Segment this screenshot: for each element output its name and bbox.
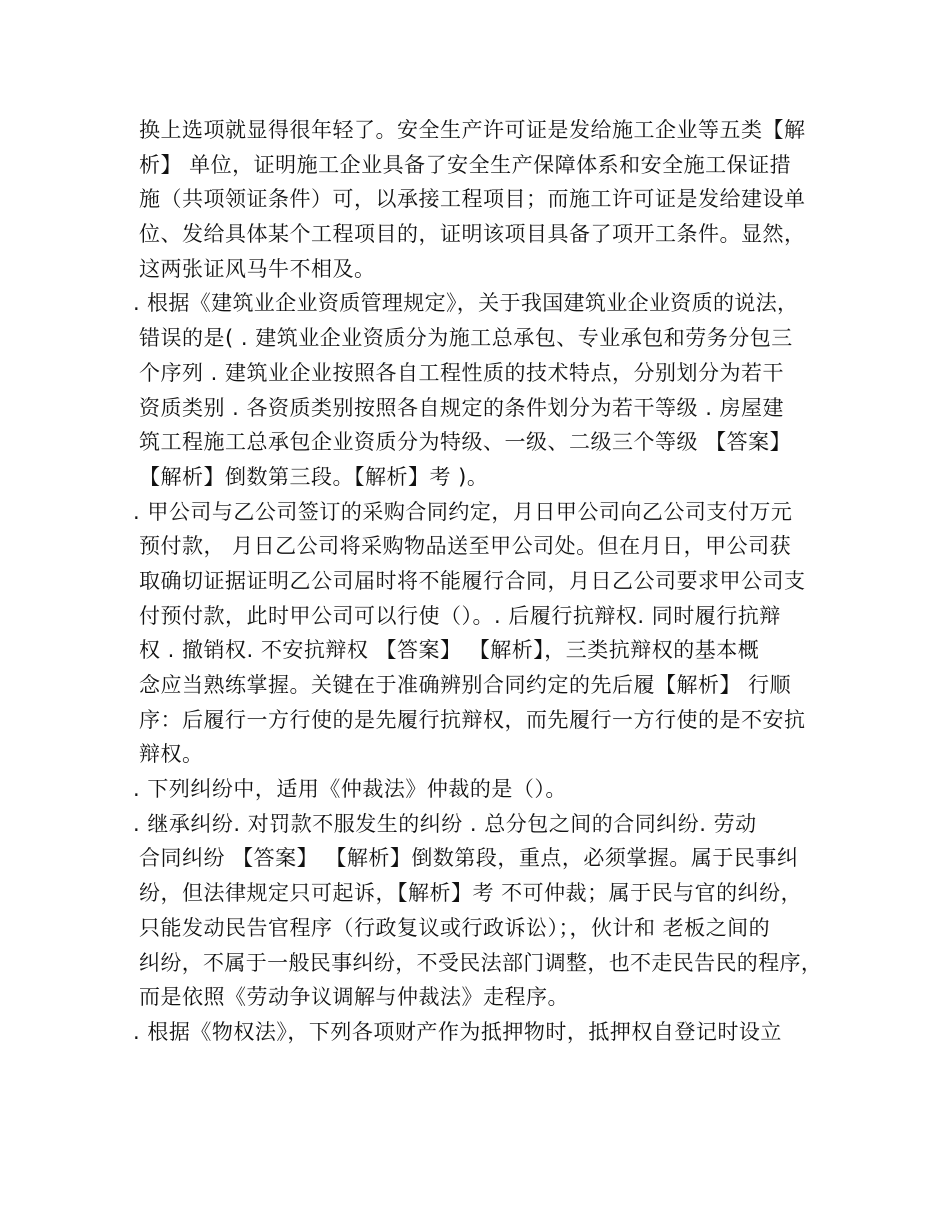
question-line: . 甲公司与乙公司签订的采购合同约定，月日甲公司向乙公司支付万元 — [133, 499, 793, 524]
text-line: 这两张证风马牛不相及。 — [139, 256, 376, 281]
question-line: . 根据《建筑业企业资质管理规定》，关于我国建筑业企业资质的说法， — [133, 291, 799, 316]
text-line: 换上选项就显得很年轻了。安全生产许可证是发给施工企业等五类【解 — [139, 118, 806, 142]
text-line: 合同纠纷 【答案】 【解析】倒数第段，重点，必须掌握。属于民事纠 — [139, 846, 799, 871]
text-line: 筑工程施工总承包企业资质分为特级、一级、二级三个等级 【答案】 — [139, 430, 792, 455]
text-line: 个序列 . 建筑业企业按照各自工程性质的技术特点，分别划分为若干 — [139, 360, 785, 385]
text-line: 纠纷，不属于一般民事纠纷，不受民法部门调整，也不走民告民的程序， — [139, 950, 823, 975]
text-line: 位、发给具体某个工程项目的，证明该项目具备了项开工条件。显然， — [139, 222, 806, 247]
text-line: 资质类别 . 各资质类别按照各自规定的条件划分为若干等级 . 房屋建 — [139, 395, 785, 420]
text-line: 施（共项领证条件）可，以承接工程项目；而施工许可证是发给建设单 — [139, 187, 806, 212]
question-line: . 下列纠纷中，适用《仲裁法》仲裁的是（）。 — [133, 777, 567, 802]
text-line: 【解析】倒数第三段。【解析】考 )。 — [139, 464, 489, 489]
text-line: 付预付款，此时甲公司可以行使（）。. 后履行抗辩权. 同时履行抗辩 — [139, 603, 781, 628]
text-line: 权 . 撤销权. 不安抗辩权 【答案】 【解析】，三类抗辩权的基本概 — [139, 638, 760, 663]
text-line: 纷，但法律规定只可起诉，【解析】考 不可仲裁；属于民与官的纠纷， — [139, 881, 803, 906]
text-line: 取确切证据证明乙公司届时将不能履行合同，月日乙公司要求甲公司支 — [139, 568, 806, 593]
text-line: 只能发动民告官程序（行政复议或行政诉讼）；，伙计和 老板之间的 — [139, 915, 771, 940]
text-line: 辩权。 — [139, 742, 204, 767]
text-line: 析】 单位，证明施工企业具备了安全生产保障体系和安全施工保证措 — [139, 152, 792, 177]
document-body — [133, 113, 829, 1050]
question-line: . 根据《物权法》，下列各项财产作为抵押物时，抵押权自登记时设立 — [133, 1019, 782, 1044]
text-line: 预付款， 月日乙公司将采购物品送至甲公司处。但在月日，甲公司获 — [139, 534, 792, 559]
text-line: 而是依照《劳动争议调解与仲裁法》走程序。 — [139, 985, 569, 1010]
options-line: . 继承纠纷. 对罚款不服发生的纠纷 . 总分包之间的合同纠纷. 劳动 — [133, 811, 757, 836]
text-line: 序：后履行一方行使的是先履行抗辩权，而先履行一方行使的是不安抗 — [139, 707, 806, 732]
text-line: 念应当熟练掌握。关键在于准确辨别合同约定的先后履【解析】 行顺 — [139, 673, 792, 697]
text-line: 错误的是( . 建筑业企业资质分为施工总承包、专业承包和劳务分包三 — [139, 326, 793, 351]
